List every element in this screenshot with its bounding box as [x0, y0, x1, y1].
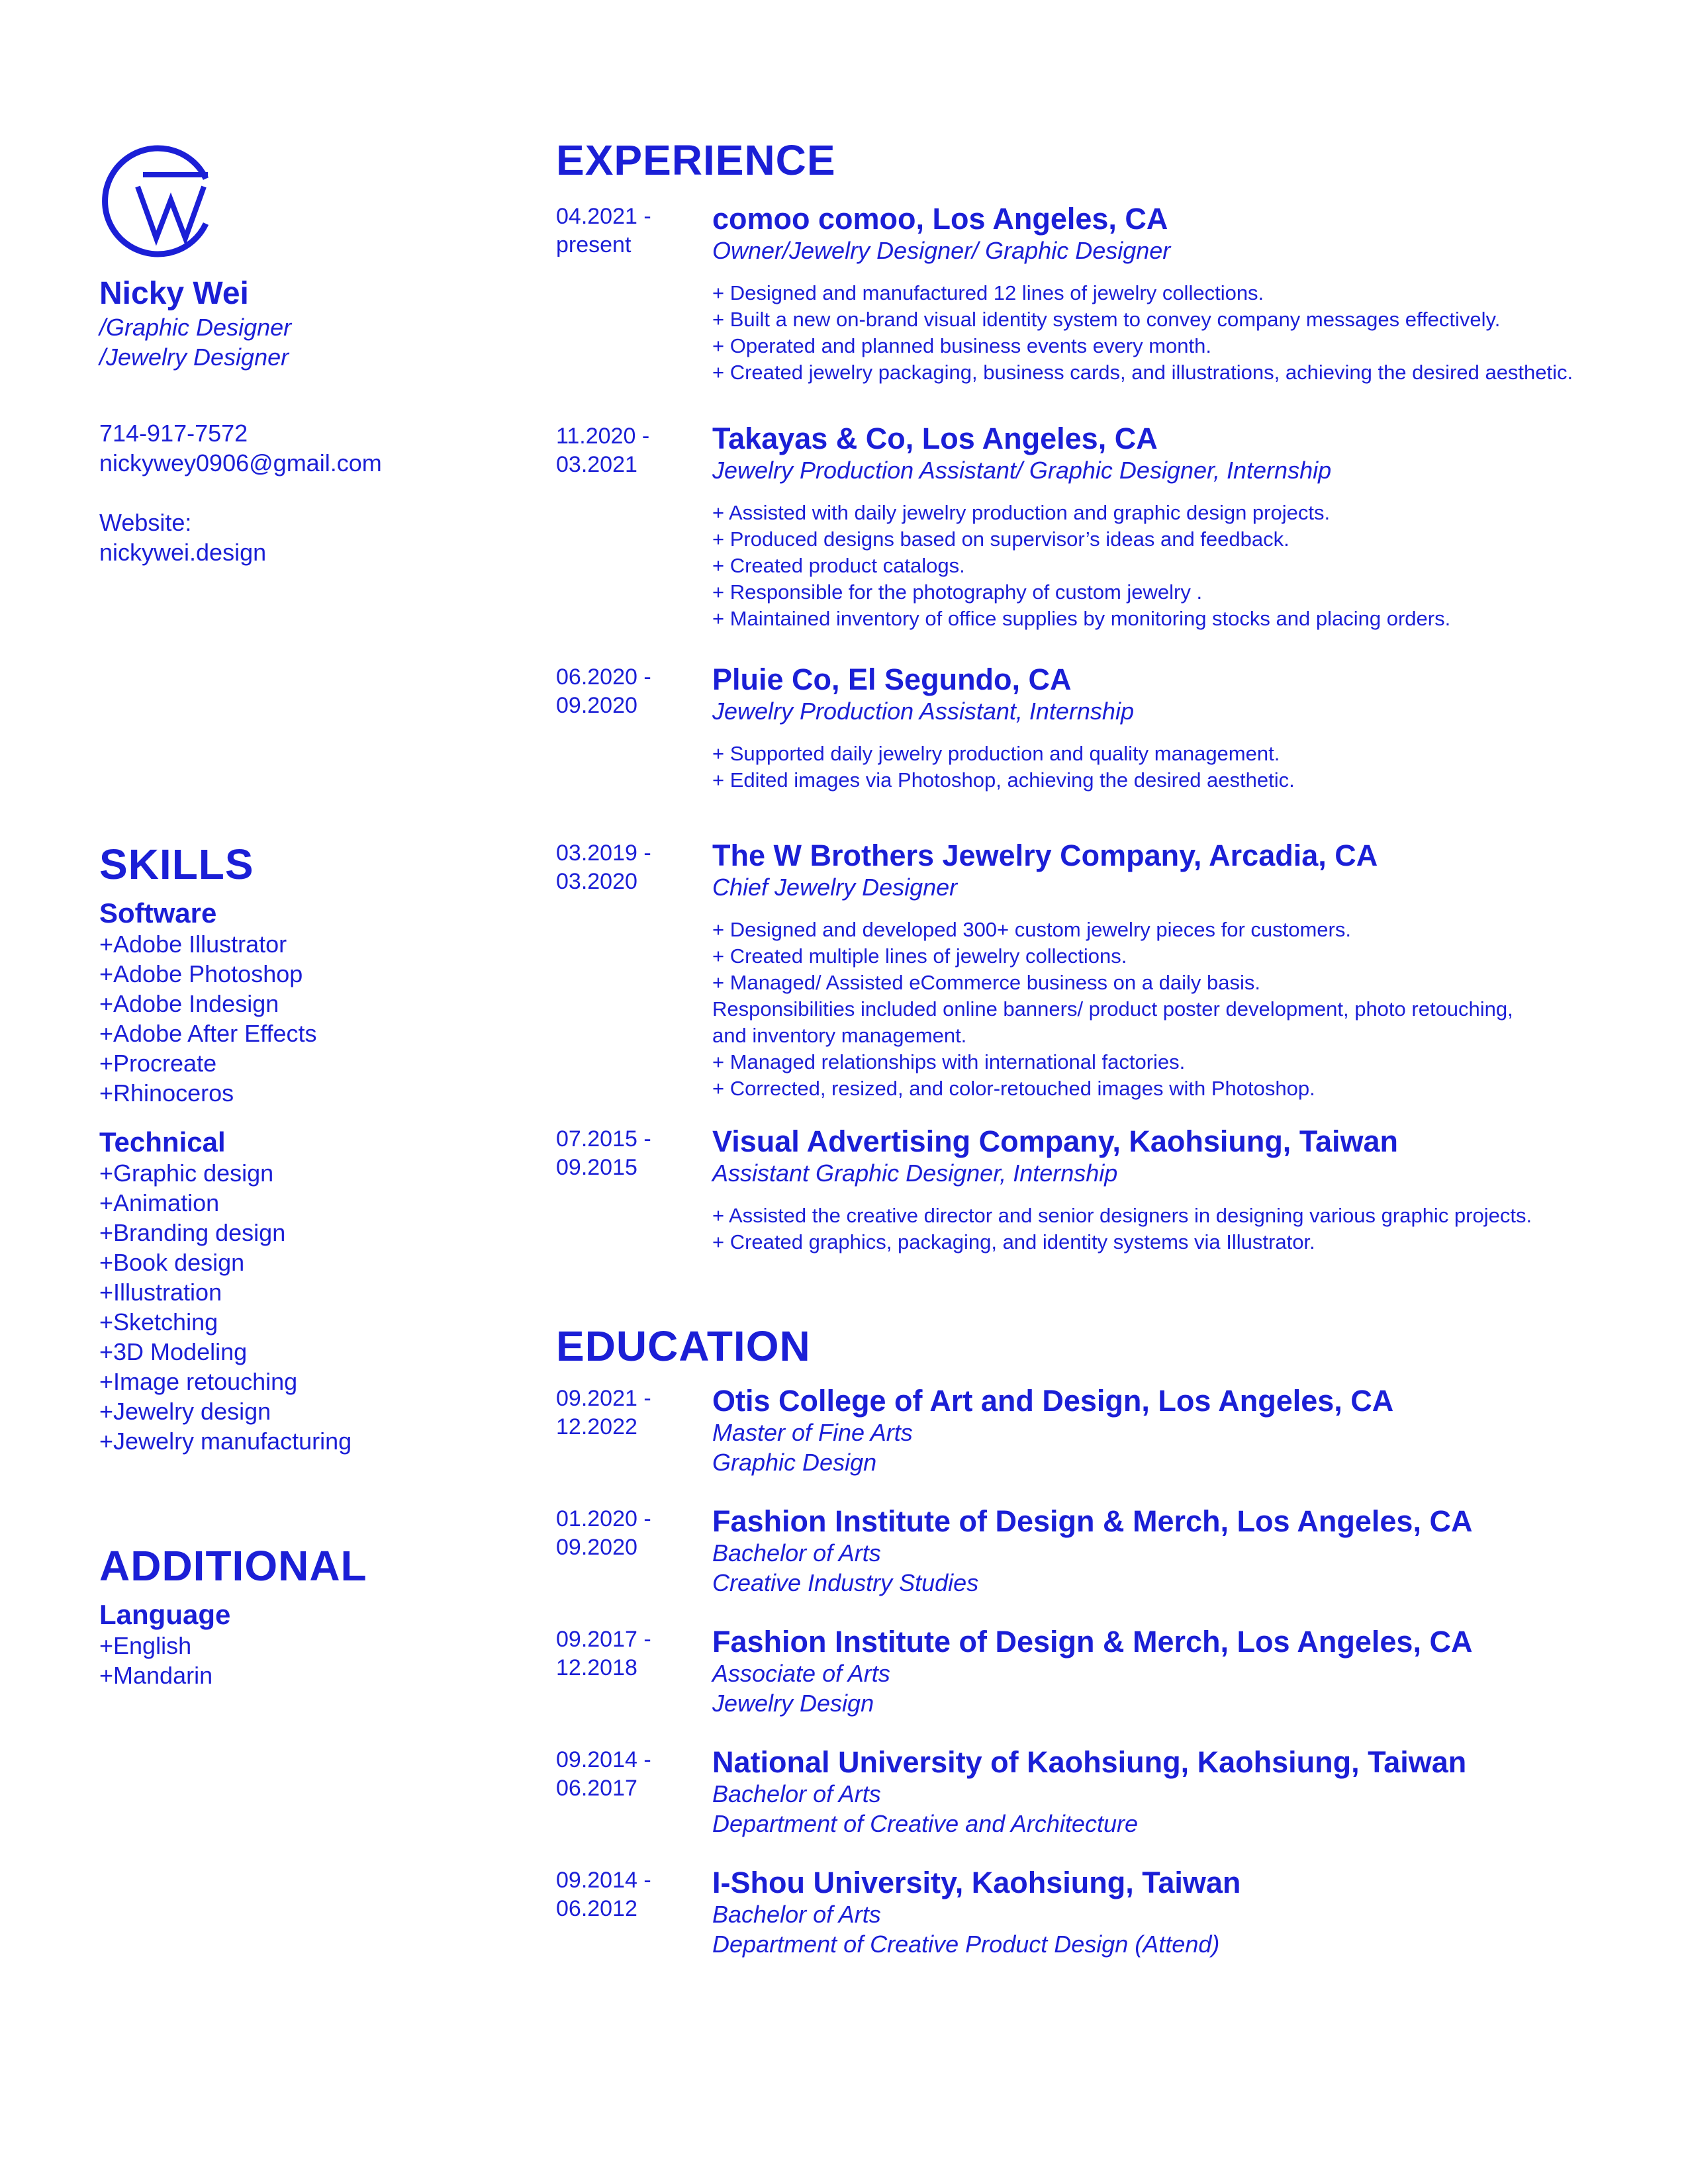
date-end: 09.2020 — [556, 693, 637, 718]
date-end: 12.2022 — [556, 1414, 637, 1439]
entry-body — [712, 1385, 1626, 1477]
entry-date — [556, 1746, 702, 1803]
entry-body — [712, 663, 1626, 794]
responsibility-list — [712, 280, 1626, 386]
technical-item: +Graphic design — [99, 1160, 274, 1187]
entry-date — [556, 663, 702, 720]
date-start: 06.2020 - — [556, 664, 651, 690]
job-title: Jewelry Production Assistant/ Graphic Designer, Internship — [712, 457, 1332, 484]
company-name: comoo comoo, Los Angeles, CA — [712, 202, 1168, 236]
additional-section — [99, 1542, 523, 1690]
school-name: Fashion Institute of Design & Merch, Los Angeles, CA — [712, 1504, 1473, 1538]
profile-name: Nicky Wei — [99, 276, 249, 311]
responsibility-item: + Assisted with daily jewelry production and graphic design projects. — [712, 501, 1331, 524]
date-start: 04.2021 - — [556, 204, 651, 229]
responsibility-item: + Created product catalogs. — [712, 554, 965, 577]
software-item: +Adobe After Effects — [99, 1020, 317, 1047]
date-start: 09.2014 - — [556, 1747, 651, 1772]
responsibility-item: + Designed and developed 300+ custom jewelry pieces for customers. — [712, 918, 1351, 941]
entry-date — [556, 1505, 702, 1562]
responsibility-list — [712, 741, 1626, 794]
website-label: Website: — [99, 509, 192, 536]
language-item: +English — [99, 1632, 192, 1659]
school-name: I-Shou University, Kaohsiung, Taiwan — [712, 1866, 1241, 1899]
website-link[interactable]: nickywei.design — [99, 539, 267, 566]
responsibility-item: + Operated and planned business events every month. — [712, 334, 1211, 357]
field-of-study: Jewelry Design — [712, 1690, 874, 1717]
school-name: Fashion Institute of Design & Merch, Los Angeles, CA — [712, 1625, 1473, 1659]
company-name: The W Brothers Jewelry Company, Arcadia, CA — [712, 839, 1378, 872]
skills-section — [99, 841, 523, 1456]
entry-body — [712, 1625, 1626, 1718]
profile-role: /Graphic Designer — [99, 314, 292, 341]
company-name: Visual Advertising Company, Kaohsiung, Taiwan — [712, 1124, 1399, 1158]
responsibility-item: + Managed relationships with international factories. — [712, 1050, 1186, 1073]
entry-date — [556, 1625, 702, 1682]
date-end: 09.2015 — [556, 1155, 637, 1180]
education-heading: EDUCATION — [556, 1322, 811, 1370]
responsibility-item: + Edited images via Photoshop, achieving the desired aesthetic. — [712, 768, 1295, 792]
software-item: +Adobe Indesign — [99, 990, 279, 1017]
school-name: Otis College of Art and Design, Los Angeles, CA — [712, 1384, 1394, 1418]
responsibility-item: + Assisted the creative director and senior designers in designing various graphic projects. — [712, 1204, 1532, 1227]
field-of-study: Department of Creative and Architecture — [712, 1810, 1138, 1837]
technical-item: +Illustration — [99, 1279, 222, 1306]
degree: Master of Fine Arts — [712, 1419, 913, 1446]
software-item: +Procreate — [99, 1050, 217, 1077]
responsibility-item: + Supported daily jewelry production and quality management. — [712, 742, 1280, 765]
technical-item: +Branding design — [99, 1219, 286, 1246]
responsibility-item: + Maintained inventory of office supplies by monitoring stocks and placing orders. — [712, 607, 1451, 630]
language-heading: Language — [99, 1599, 231, 1630]
field-of-study: Department of Creative Product Design (Attend) — [712, 1931, 1220, 1958]
software-heading: Software — [99, 897, 217, 929]
entry-date — [556, 839, 702, 896]
entry-date — [556, 1385, 702, 1441]
technical-item: +Sketching — [99, 1308, 218, 1336]
technical-item: +Book design — [99, 1249, 245, 1276]
email-link[interactable]: nickywey0906@gmail.com — [99, 449, 382, 477]
responsibility-item: + Corrected, resized, and color-retouched images with Photoshop. — [712, 1077, 1315, 1100]
date-start: 01.2020 - — [556, 1506, 651, 1531]
technical-item: +Jewelry design — [99, 1398, 271, 1425]
date-start: 11.2020 - — [556, 424, 650, 449]
entry-date — [556, 1866, 702, 1923]
technical-item: +Jewelry manufacturing — [99, 1428, 352, 1455]
degree: Bachelor of Arts — [712, 1780, 881, 1807]
additional-heading: ADDITIONAL — [99, 1542, 367, 1590]
language-item: +Mandarin — [99, 1662, 213, 1689]
date-end: 09.2020 — [556, 1535, 637, 1560]
date-end: 03.2021 — [556, 452, 637, 477]
cw-monogram-logo-icon — [99, 140, 221, 262]
date-end: 12.2018 — [556, 1655, 637, 1680]
field-of-study: Graphic Design — [712, 1449, 877, 1476]
technical-heading: Technical — [99, 1126, 226, 1158]
profile-sidebar — [99, 140, 523, 567]
software-item: +Adobe Photoshop — [99, 960, 303, 987]
responsibility-item: + Created graphics, packaging, and identity systems via Illustrator. — [712, 1230, 1315, 1253]
responsibility-item: + Created multiple lines of jewelry collections. — [712, 944, 1127, 968]
responsibility-item: + Managed/ Assisted eCommerce business on a daily basis. — [712, 971, 1260, 994]
date-start: 09.2021 - — [556, 1386, 651, 1411]
responsibility-item: + Responsible for the photography of custom jewelry . — [712, 580, 1203, 604]
company-name: Takayas & Co, Los Angeles, CA — [712, 422, 1158, 455]
experience-heading: EXPERIENCE — [556, 136, 836, 184]
software-list — [99, 929, 523, 1108]
contact-block — [99, 418, 523, 567]
date-end: 06.2017 — [556, 1776, 637, 1801]
field-of-study: Creative Industry Studies — [712, 1569, 979, 1596]
date-start: 03.2019 - — [556, 841, 651, 866]
responsibility-item: and inventory management. — [712, 1024, 967, 1047]
skills-heading: SKILLS — [99, 841, 254, 888]
date-end: present — [556, 232, 632, 257]
entry-body — [712, 839, 1626, 1102]
profile-role: /Jewelry Designer — [99, 343, 289, 371]
entry-body — [712, 1746, 1626, 1839]
degree: Bachelor of Arts — [712, 1539, 881, 1567]
entry-body — [712, 1505, 1626, 1598]
entry-body — [712, 1866, 1626, 1959]
responsibility-item: Responsibilities included online banners/ product poster development, photo retouching, — [712, 997, 1513, 1021]
company-name: Pluie Co, El Segundo, CA — [712, 662, 1072, 696]
job-title: Chief Jewelry Designer — [712, 874, 958, 901]
language-list — [99, 1631, 523, 1690]
responsibility-list — [712, 917, 1626, 1102]
entry-body — [712, 203, 1626, 386]
school-name: National University of Kaohsiung, Kaohsiung, Taiwan — [712, 1745, 1467, 1779]
entry-body — [712, 1125, 1626, 1255]
date-end: 03.2020 — [556, 869, 637, 894]
date-start: 09.2014 - — [556, 1868, 651, 1893]
job-title: Assistant Graphic Designer, Internship — [712, 1160, 1118, 1187]
degree: Bachelor of Arts — [712, 1901, 881, 1928]
technical-item: +3D Modeling — [99, 1338, 248, 1365]
responsibility-list — [712, 1203, 1626, 1255]
entry-date — [556, 203, 702, 259]
job-title: Owner/Jewelry Designer/ Graphic Designer — [712, 237, 1171, 264]
technical-item: +Animation — [99, 1189, 220, 1216]
technical-item: +Image retouching — [99, 1368, 298, 1395]
entry-date — [556, 422, 702, 479]
responsibility-item: + Created jewelry packaging, business cards, and illustrations, achieving the desired aesthetic. — [712, 361, 1573, 384]
degree: Associate of Arts — [712, 1660, 890, 1687]
responsibility-item: + Produced designs based on supervisor’s ideas and feedback. — [712, 527, 1289, 551]
date-end: 06.2012 — [556, 1896, 637, 1921]
software-item: +Adobe Illustrator — [99, 931, 287, 958]
job-title: Jewelry Production Assistant, Internship — [712, 698, 1134, 725]
responsibility-item: + Designed and manufactured 12 lines of jewelry collections. — [712, 281, 1264, 304]
software-item: +Rhinoceros — [99, 1079, 234, 1107]
date-start: 07.2015 - — [556, 1126, 651, 1152]
entry-body — [712, 422, 1626, 632]
phone-number: 714-917-7572 — [99, 420, 248, 447]
technical-list — [99, 1158, 523, 1456]
responsibility-list — [712, 500, 1626, 632]
experience-section — [556, 136, 1615, 184]
responsibility-item: + Built a new on-brand visual identity system to convey company messages effectively. — [712, 308, 1501, 331]
entry-date — [556, 1125, 702, 1182]
date-start: 09.2017 - — [556, 1627, 651, 1652]
